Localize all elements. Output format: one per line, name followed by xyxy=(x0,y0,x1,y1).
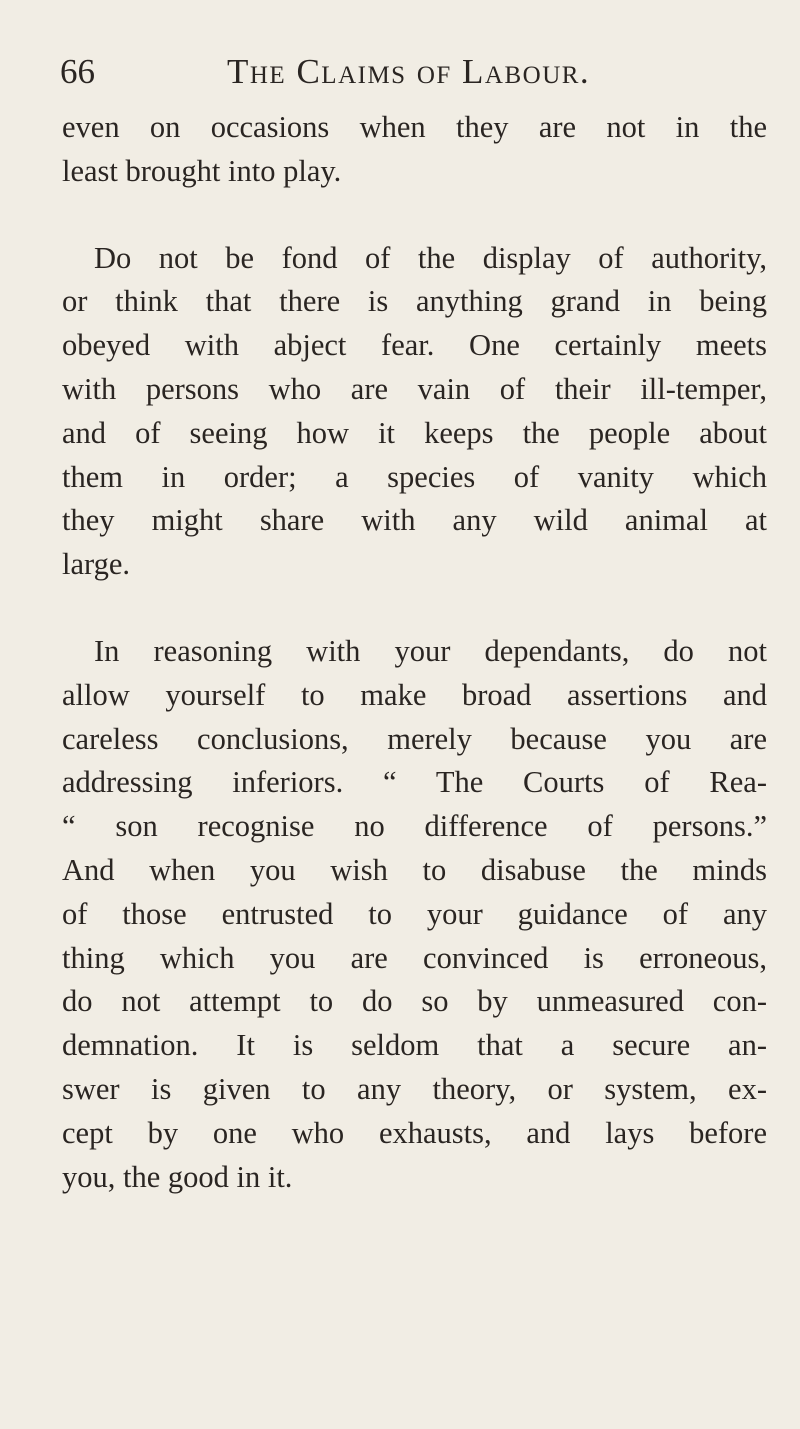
text-line: swer is given to any theory, or system, ex- xyxy=(62,1071,767,1106)
running-head xyxy=(60,52,780,102)
text-line: large. xyxy=(62,547,131,582)
text-line: do not attempt to do so by unmeasured con- xyxy=(62,984,767,1019)
text-line: with persons who are vain of their ill-temper, xyxy=(62,371,767,406)
text-line: “ son recognise no difference of persons.” xyxy=(62,809,767,844)
paragraph-3 xyxy=(62,630,767,1199)
text-line: even on occasions when they are not in the xyxy=(62,110,767,144)
paragraph-2 xyxy=(62,237,767,587)
text-line: least brought into play. xyxy=(62,153,342,188)
text-line: you, the good in it. xyxy=(62,1159,293,1194)
text-line: allow yourself to make broad assertions and xyxy=(62,677,767,712)
text-line: obeyed with abject fear. One certainly meets xyxy=(62,328,767,363)
text-line: In reasoning with your dependants, do not xyxy=(94,633,767,668)
body-text xyxy=(62,106,767,1199)
page-number: 66 xyxy=(60,52,95,91)
text-line: thing which you are convinced is erroneous, xyxy=(62,940,767,975)
text-line: careless conclusions, merely because you are xyxy=(62,721,767,756)
running-title: The Claims of Labour. xyxy=(227,52,591,91)
text-line: Do not be fond of the display of authority, xyxy=(94,240,767,275)
text-line: addressing inferiors. “ The Courts of Rea- xyxy=(62,765,767,800)
text-line: demnation. It is seldom that a secure an- xyxy=(62,1028,767,1063)
text-line: or think that there is anything grand in being xyxy=(62,284,767,319)
text-line: cept by one who exhausts, and lays before xyxy=(62,1115,767,1150)
text-line: And when you wish to disabuse the minds xyxy=(62,852,767,887)
text-line: and of seeing how it keeps the people about xyxy=(62,415,767,450)
text-line: they might share with any wild animal at xyxy=(62,503,767,538)
text-line: them in order; a species of vanity which xyxy=(62,459,767,494)
paragraph-1 xyxy=(62,106,767,194)
text-line: of those entrusted to your guidance of any xyxy=(62,896,767,931)
